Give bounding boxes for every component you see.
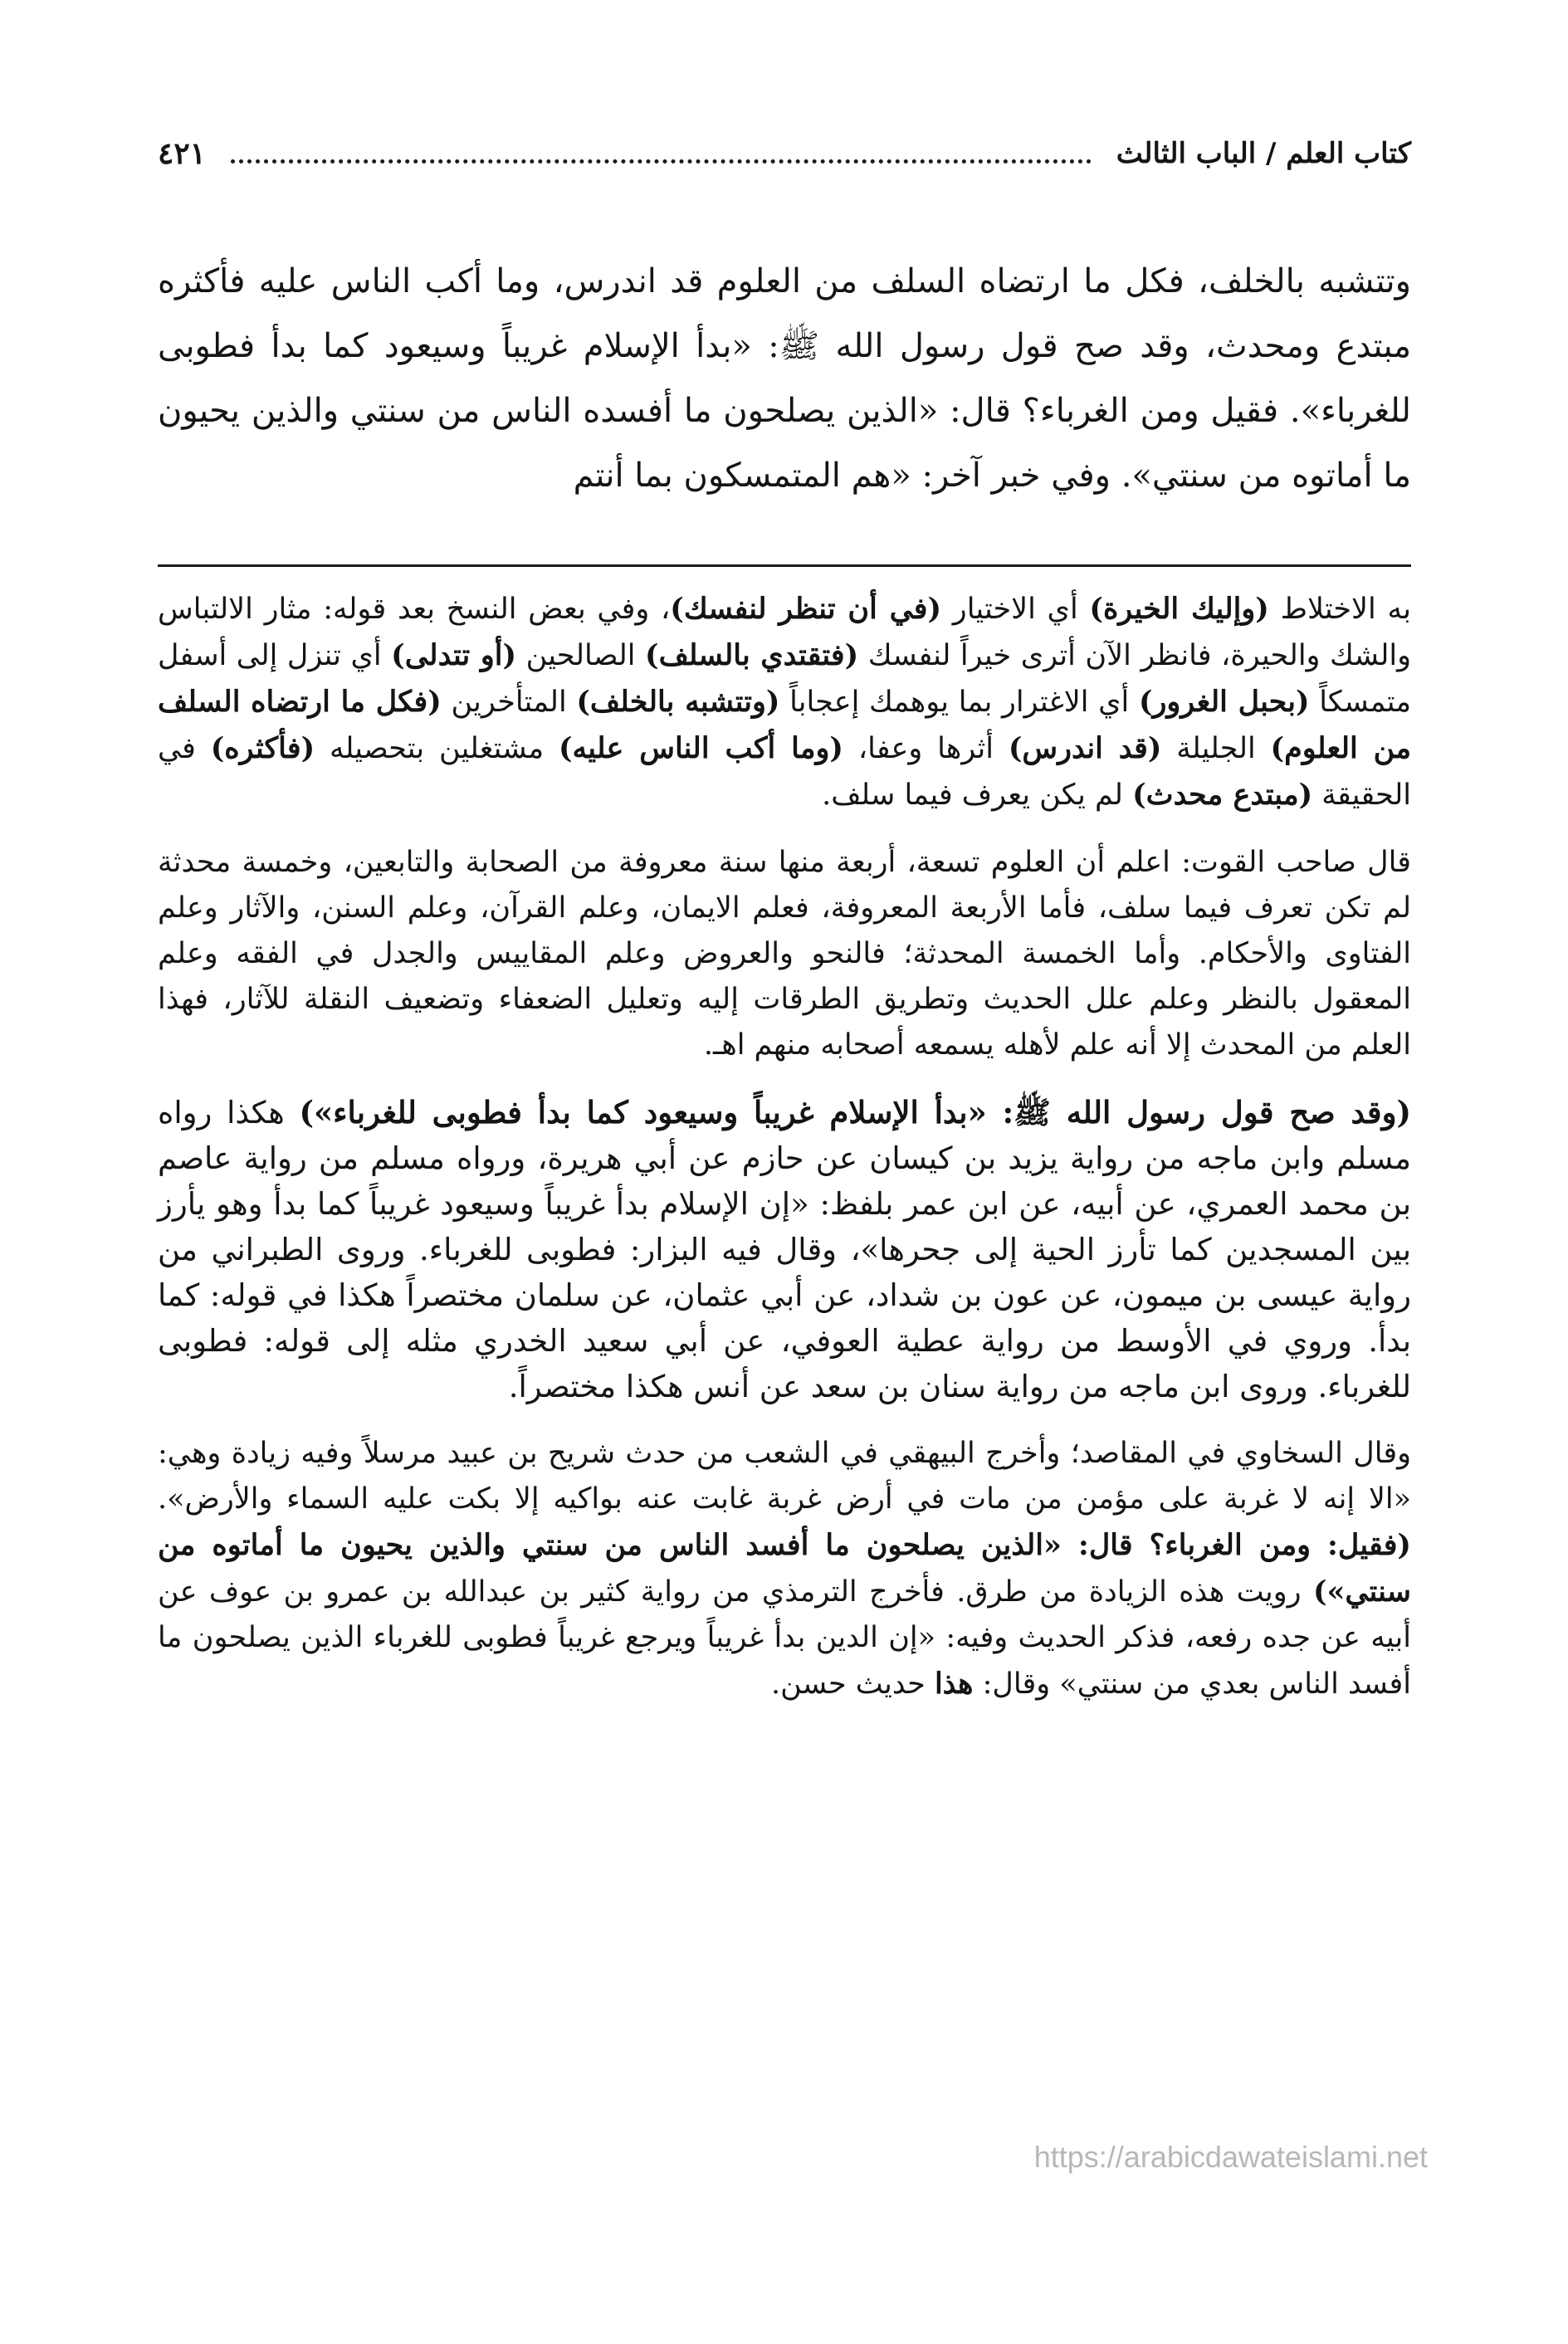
quoted-phrase: (فتقتدي بالسلف) — [645, 638, 859, 672]
text-run: وقال السخاوي في المقاصد؛ وأخرج البيهقي في الشعب من حدث شريح بن عبيد مرسلاً وفيه زيادة وهي: «الا إنه لا غربة على مؤمن من مات في أرض غربة غابت عنه بواكيه إلا بكت عليه السماء والأرض». — [158, 1437, 1411, 1516]
quoted-phrase: (وإليك الخيرة) — [1089, 592, 1269, 626]
commentary-paragraph-1 — [158, 586, 1411, 818]
quoted-phrase: (فقيل: ومن الغرباء؟ قال: «الذين يصلحون ما أفسد الناس من سنتي والذين يحيون ما أماتوه من سنتي») — [158, 1528, 1411, 1609]
separator-rule — [158, 564, 1411, 567]
text-run: به الاختلاط — [1268, 593, 1411, 626]
quoted-phrase: (مبتدع محدث) — [1132, 778, 1313, 812]
text-run: أي تنزل إلى أسفل متمسكاً — [158, 639, 1411, 719]
quoted-phrase: (وما أكب الناس عليه) — [558, 731, 843, 765]
commentary-paragraph-2: قال صاحب القوت: اعلم أن العلوم تسعة، أربعة منها سنة معروفة من الصحابة والتابعين، وخمسة محدثة لم تكن تعرف فيما سلف، فأما الأربعة المعروفة، فعلم الايمان، وعلم القرآن، وعلم السنن، والآثار وعلم الفتاوى والأحكام. وأما الخمسة المحدثة؛ فالنحو والعروض وعلم المقاييس والجدل في الفقه وعلم المعقول بالنظر وعلم علل الحديث وتطريق الطرقات إليه وتعليل الضعفاء وتضعيف النقلة للآثار، فهذا العلم من المحدث إلا أنه علم لأهله يسمعه أصحابه منهم اهـ. — [158, 846, 1411, 1062]
text-run: أي الاغترار بما يوهمك إعجاباً — [779, 686, 1139, 719]
text-run: مشتغلين بتحصيله — [315, 732, 559, 765]
quoted-phrase: هذا — [934, 1667, 974, 1701]
text-run: في الحقيقة — [158, 732, 1411, 812]
text-run: المتأخرين — [441, 686, 577, 719]
header-dot-leader — [231, 159, 1092, 164]
page-number: ٤٢١ — [158, 136, 207, 171]
text-run: رويت هذه الزيادة من طرق. فأخرج الترمذي من رواية كثير بن عبدالله بن عمرو بن عوف عن أبيه عن جده رفعه، فذكر الحديث وفيه: «إن الدين بدأ غريباً ويرجع غريباً فطوبى للغرباء الذين يصلحون ما أفسد الناس بعدي من سنتي» وقال: — [158, 1575, 1411, 1701]
quoted-phrase: (فأكثره) — [210, 731, 315, 765]
running-header — [158, 129, 1411, 178]
text-run: لم يكن يعرف فيما سلف. — [822, 779, 1133, 812]
text-run: الصالحين — [516, 639, 646, 672]
text-run: ، وفي بعض النسخ بعد قوله: مثار الالتباس والشك والحيرة، فانظر الآن أترى خيراً لنفسك — [158, 593, 1411, 672]
quoted-phrase: (بحبل الغرور) — [1138, 685, 1310, 719]
text-run: أي الاختيار — [941, 593, 1090, 626]
commentary-paragraph-3 — [158, 1090, 1411, 1409]
quoted-phrase: (قد اندرس) — [1008, 731, 1162, 765]
quoted-phrase: (فكل ما ارتضاه السلف من العلوم) — [158, 685, 1411, 765]
quoted-phrase: (في أن تنظر لنفسك) — [670, 592, 942, 626]
watermark-url: https://arabicdawateislami.net — [1033, 2140, 1428, 2174]
text-run: حديث حسن. — [770, 1668, 935, 1701]
quoted-phrase: (وتتشبه بالخلف) — [576, 685, 780, 719]
quoted-phrase: (أو تتدلى) — [391, 638, 517, 672]
quoted-phrase: (وقد صح قول رسول الله ﷺ: «بدأ الإسلام غريباً وسيعود كما بدأ فطوبى للغرباء») — [299, 1094, 1411, 1130]
commentary — [158, 586, 1411, 1729]
text-run: هكذا رواه مسلم وابن ماجه من رواية يزيد بن كيسان عن حازم عن أبي هريرة، ورواه مسلم من رواية عاصم بن محمد العمري، عن أبيه، عن ابن عمر بلفظ: «إن الإسلام بدأ غريباً وسيعود غريباً كما بدأ وهو يأرز بين المسجدين كما تأرز الحية إلى جحرها»، وقال فيه البزار: فطوبى للغرباء. وروى الطبراني من رواية عيسى بن ميمون، عن عون بن شداد، عن أبي عثمان، عن سلمان مختصراً هكذا في قوله: كما بدأ. وروي في الأوسط من رواية عطية العوفي، عن أبي سعيد الخدري مثله إلى قوله: فطوبى للغرباء. وروى ابن ماجه من رواية سنان بن سعد عن أنس هكذا مختصراً. — [158, 1095, 1411, 1404]
main-text: وتتشبه بالخلف، فكل ما ارتضاه السلف من العلوم قد اندرس، وما أكب الناس عليه فأكثره مبتدع ومحدث، وقد صح قول رسول الله ﷺ: «بدأ الإسلام غريباً وسيعود كما بدأ فطوبى للغرباء». فقيل ومن الغرباء؟ قال: «الذين يصلحون ما أفسده الناس من سنتي والذين يحيون ما أماتوه من سنتي». وفي خبر آخر: «هم المتمسكون بما أنتم — [158, 262, 1411, 495]
text-run: الجليلة — [1161, 732, 1271, 765]
commentary-paragraph-4 — [158, 1431, 1411, 1707]
text-run: أثرها وعفا، — [843, 732, 1009, 765]
header-title: كتاب العلم / الباب الثالث — [1116, 137, 1411, 170]
